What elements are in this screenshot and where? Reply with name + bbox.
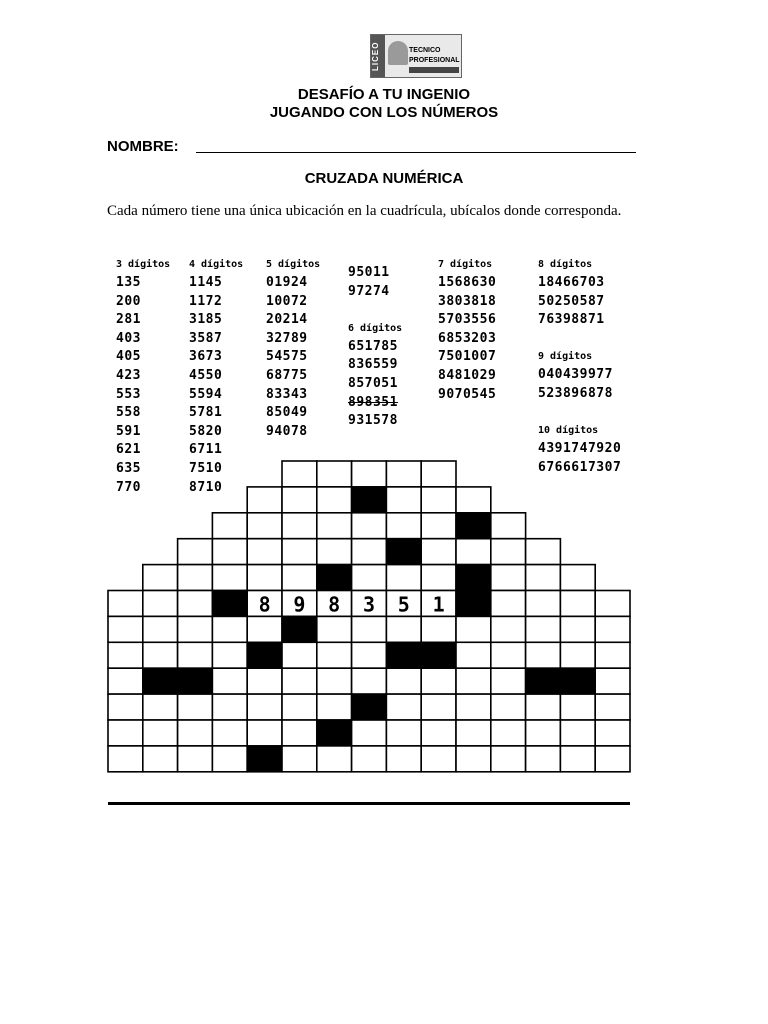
list-item: 3673 bbox=[189, 349, 223, 365]
grid-cell[interactable] bbox=[108, 668, 143, 694]
grid-cell[interactable] bbox=[456, 720, 491, 746]
grid-cell[interactable] bbox=[143, 720, 178, 746]
grid-cell[interactable] bbox=[491, 720, 526, 746]
list-item: 95011 bbox=[348, 265, 390, 280]
list-item: 6853203 bbox=[438, 330, 497, 346]
grid-cell[interactable] bbox=[491, 616, 526, 642]
grid-cell[interactable] bbox=[560, 565, 595, 591]
black-cell bbox=[247, 642, 282, 668]
list-item: 4391747920 bbox=[538, 441, 622, 457]
grid-cell[interactable] bbox=[247, 668, 282, 694]
grid-cell[interactable] bbox=[143, 565, 178, 591]
grid-cell[interactable] bbox=[143, 591, 178, 617]
list-item: 54575 bbox=[266, 349, 308, 365]
list-item: 5703556 bbox=[438, 312, 497, 328]
list-item: 857051 bbox=[348, 375, 398, 391]
grid-cell[interactable] bbox=[526, 642, 561, 668]
list-header: 6 dígitos bbox=[348, 322, 403, 334]
list-item: 770 bbox=[116, 479, 141, 495]
grid-cell[interactable] bbox=[143, 746, 178, 772]
grid-cell[interactable] bbox=[282, 461, 317, 487]
list-item: 97274 bbox=[348, 283, 390, 299]
list-item: 635 bbox=[116, 460, 141, 476]
grid-cell[interactable] bbox=[595, 642, 630, 668]
grid-cell[interactable] bbox=[352, 720, 387, 746]
list-item: 1568630 bbox=[438, 275, 497, 290]
grid-cell[interactable] bbox=[386, 694, 421, 720]
list-header: 7 dígitos bbox=[438, 259, 493, 270]
grid-cell[interactable] bbox=[352, 746, 387, 772]
grid-cell[interactable] bbox=[178, 720, 213, 746]
grid-cell[interactable] bbox=[526, 746, 561, 772]
grid-cell[interactable] bbox=[282, 513, 317, 539]
grid-cell[interactable] bbox=[491, 746, 526, 772]
black-cell bbox=[352, 487, 387, 513]
section-title: CRUZADA NUMÉRICA bbox=[304, 170, 464, 187]
list-item: 20214 bbox=[266, 312, 308, 328]
grid-cell[interactable] bbox=[247, 694, 282, 720]
black-cell bbox=[212, 591, 247, 617]
grid-cell[interactable] bbox=[212, 642, 247, 668]
grid-cell[interactable] bbox=[212, 668, 247, 694]
list-item: 6711 bbox=[189, 442, 223, 458]
grid-cell[interactable] bbox=[456, 487, 491, 513]
grid-cell[interactable] bbox=[386, 487, 421, 513]
grid-cell[interactable] bbox=[386, 668, 421, 694]
black-cell bbox=[456, 565, 491, 591]
list-item: 7510 bbox=[189, 460, 223, 476]
grid-cell[interactable] bbox=[282, 642, 317, 668]
prefilled-digit: 8 bbox=[258, 592, 271, 617]
grid-cell[interactable] bbox=[456, 642, 491, 668]
grid-cell[interactable] bbox=[526, 591, 561, 617]
grid-cell[interactable] bbox=[456, 616, 491, 642]
list-item-crossed: 898351 bbox=[348, 394, 398, 410]
logo-line1: TECNICO bbox=[409, 47, 441, 54]
grid-cell[interactable] bbox=[595, 746, 630, 772]
grid-cell[interactable] bbox=[352, 642, 387, 668]
black-cell bbox=[143, 668, 178, 694]
grid-cell[interactable] bbox=[352, 513, 387, 539]
grid-cell[interactable] bbox=[212, 746, 247, 772]
grid-cell[interactable] bbox=[526, 616, 561, 642]
list-item: 558 bbox=[116, 405, 141, 421]
grid-cell[interactable] bbox=[386, 720, 421, 746]
grid-cell[interactable] bbox=[282, 668, 317, 694]
grid-cell[interactable] bbox=[143, 616, 178, 642]
grid-cell[interactable] bbox=[247, 539, 282, 565]
grid-cell[interactable] bbox=[247, 513, 282, 539]
grid-cell[interactable] bbox=[317, 487, 352, 513]
grid-cell[interactable] bbox=[108, 746, 143, 772]
grid-cell[interactable] bbox=[178, 642, 213, 668]
prefilled-digit: 1 bbox=[432, 592, 445, 617]
grid-cell[interactable] bbox=[247, 487, 282, 513]
grid-cell[interactable] bbox=[108, 694, 143, 720]
black-cell bbox=[421, 642, 456, 668]
list-header: 4 dígitos bbox=[189, 259, 244, 270]
grid-cell[interactable] bbox=[212, 694, 247, 720]
grid-cell[interactable] bbox=[595, 591, 630, 617]
grid-cell[interactable] bbox=[526, 694, 561, 720]
list-item: 423 bbox=[116, 367, 141, 383]
list-header: 10 dígitos bbox=[538, 425, 599, 437]
grid-cell[interactable] bbox=[491, 565, 526, 591]
list-item: 3185 bbox=[189, 312, 223, 328]
grid-cell[interactable] bbox=[143, 694, 178, 720]
grid-cell[interactable] bbox=[317, 616, 352, 642]
prefilled-digit: 8 bbox=[328, 592, 341, 617]
grid-cell[interactable] bbox=[421, 746, 456, 772]
page-title-line1: DESAFÍO A TU INGENIO bbox=[297, 86, 471, 103]
list-item: 621 bbox=[116, 442, 141, 458]
grid-cell[interactable] bbox=[212, 565, 247, 591]
prefilled-digit: 5 bbox=[397, 592, 410, 617]
grid-cell[interactable] bbox=[560, 694, 595, 720]
grid-cell[interactable] bbox=[560, 746, 595, 772]
black-cell bbox=[282, 616, 317, 642]
grid-cell[interactable] bbox=[421, 694, 456, 720]
grid-base-line bbox=[108, 802, 630, 805]
grid-cell[interactable] bbox=[386, 616, 421, 642]
grid-cell[interactable] bbox=[108, 591, 143, 617]
list-item: 10072 bbox=[266, 293, 308, 309]
grid-cell[interactable] bbox=[421, 616, 456, 642]
grid-cell[interactable] bbox=[491, 642, 526, 668]
grid-cell[interactable] bbox=[421, 487, 456, 513]
black-cell bbox=[317, 565, 352, 591]
grid-cell[interactable] bbox=[491, 694, 526, 720]
grid-cell[interactable] bbox=[282, 720, 317, 746]
grid-cell[interactable] bbox=[595, 720, 630, 746]
grid-cell[interactable] bbox=[421, 539, 456, 565]
list-item: 3587 bbox=[189, 330, 223, 346]
list-item: 4550 bbox=[189, 367, 223, 383]
list-header: 9 dígitos bbox=[538, 351, 593, 363]
list-item: 94078 bbox=[266, 423, 308, 439]
grid-cell[interactable] bbox=[386, 513, 421, 539]
grid-cell[interactable] bbox=[386, 461, 421, 487]
grid-cell[interactable] bbox=[526, 565, 561, 591]
grid-cell[interactable] bbox=[421, 513, 456, 539]
list-item: 5820 bbox=[189, 423, 223, 439]
grid-cell[interactable] bbox=[386, 565, 421, 591]
list-item: 281 bbox=[116, 312, 141, 328]
list-item: 32789 bbox=[266, 330, 308, 346]
grid-cell[interactable] bbox=[178, 616, 213, 642]
list-header: 8 dígitos bbox=[538, 259, 593, 270]
list-item: 01924 bbox=[266, 275, 308, 290]
list-item: 50250587 bbox=[538, 293, 605, 309]
grid-cell[interactable] bbox=[282, 565, 317, 591]
grid-cell[interactable] bbox=[143, 642, 178, 668]
grid-cell[interactable] bbox=[212, 720, 247, 746]
grid-cell[interactable] bbox=[491, 668, 526, 694]
grid-cell[interactable] bbox=[352, 461, 387, 487]
grid-cell[interactable] bbox=[247, 565, 282, 591]
black-cell bbox=[560, 668, 595, 694]
grid-cell[interactable] bbox=[212, 513, 247, 539]
grid-cell[interactable] bbox=[317, 746, 352, 772]
grid-cell[interactable] bbox=[595, 694, 630, 720]
grid-cell[interactable] bbox=[282, 539, 317, 565]
black-cell bbox=[317, 720, 352, 746]
list-item: 553 bbox=[116, 386, 141, 402]
list-item: 040439977 bbox=[538, 367, 613, 383]
list-header: 5 dígitos bbox=[266, 259, 321, 270]
grid-cell[interactable] bbox=[352, 616, 387, 642]
list-item: 651785 bbox=[348, 338, 398, 354]
grid-cell[interactable] bbox=[526, 539, 561, 565]
grid-cell[interactable] bbox=[595, 616, 630, 642]
logo-side-text: LICEO bbox=[371, 35, 385, 77]
grid-cell[interactable] bbox=[317, 461, 352, 487]
grid-cell[interactable] bbox=[212, 616, 247, 642]
list-item: 18466703 bbox=[538, 275, 605, 290]
logo-line2: PROFESIONAL bbox=[409, 57, 460, 64]
list-item: 403 bbox=[116, 330, 141, 346]
grid-cell[interactable] bbox=[282, 694, 317, 720]
black-cell bbox=[526, 668, 561, 694]
list-item: 68775 bbox=[266, 367, 308, 383]
list-item: 836559 bbox=[348, 357, 398, 373]
black-cell bbox=[386, 539, 421, 565]
list-item: 931578 bbox=[348, 413, 398, 429]
grid-cell[interactable] bbox=[317, 539, 352, 565]
grid-cell[interactable] bbox=[421, 668, 456, 694]
grid-cell[interactable] bbox=[421, 461, 456, 487]
grid-cell[interactable] bbox=[560, 591, 595, 617]
grid-cell[interactable] bbox=[352, 668, 387, 694]
grid-cell[interactable] bbox=[317, 642, 352, 668]
prefilled-digit: 3 bbox=[362, 592, 376, 617]
list-item: 405 bbox=[116, 349, 141, 365]
list-item: 200 bbox=[116, 293, 141, 309]
list-item: 523896878 bbox=[538, 385, 613, 401]
grid-cell[interactable] bbox=[178, 694, 213, 720]
list-item: 591 bbox=[116, 423, 141, 439]
list-item: 76398871 bbox=[538, 312, 605, 328]
list-item: 83343 bbox=[266, 386, 308, 402]
list-item: 1145 bbox=[189, 275, 223, 290]
grid-cell[interactable] bbox=[560, 642, 595, 668]
grid-cell[interactable] bbox=[178, 746, 213, 772]
grid-cell[interactable] bbox=[352, 565, 387, 591]
grid-cell[interactable] bbox=[108, 642, 143, 668]
grid-cell[interactable] bbox=[421, 565, 456, 591]
black-cell bbox=[247, 746, 282, 772]
grid-cell[interactable] bbox=[247, 720, 282, 746]
prefilled-digit: 9 bbox=[293, 592, 306, 617]
black-cell bbox=[352, 694, 387, 720]
grid-cell[interactable] bbox=[560, 720, 595, 746]
grid-cell[interactable] bbox=[178, 539, 213, 565]
black-cell bbox=[178, 668, 213, 694]
list-item: 1172 bbox=[189, 293, 223, 309]
list-item: 6766617307 bbox=[538, 459, 622, 475]
list-item: 5594 bbox=[189, 386, 223, 402]
grid-cell[interactable] bbox=[247, 616, 282, 642]
list-item: 3803818 bbox=[438, 293, 497, 309]
grid-cell[interactable] bbox=[456, 746, 491, 772]
grid-cell[interactable] bbox=[491, 591, 526, 617]
grid-cell[interactable] bbox=[317, 668, 352, 694]
grid-cell[interactable] bbox=[352, 539, 387, 565]
grid-cell[interactable] bbox=[108, 720, 143, 746]
list-item: 8710 bbox=[189, 479, 223, 495]
list-item: 8481029 bbox=[438, 367, 497, 383]
grid-cell[interactable] bbox=[108, 616, 143, 642]
grid-cell[interactable] bbox=[526, 720, 561, 746]
grid-cell[interactable] bbox=[456, 694, 491, 720]
grid-cell[interactable] bbox=[456, 539, 491, 565]
grid-cell[interactable] bbox=[491, 513, 526, 539]
grid-cell[interactable] bbox=[317, 513, 352, 539]
grid-cell[interactable] bbox=[456, 668, 491, 694]
grid-cell[interactable] bbox=[178, 565, 213, 591]
list-header: 3 dígitos bbox=[116, 259, 171, 270]
grid-cell[interactable] bbox=[386, 746, 421, 772]
list-item: 85049 bbox=[266, 405, 308, 421]
grid-cell[interactable] bbox=[421, 720, 456, 746]
nombre-label: NOMBRE: bbox=[107, 138, 179, 155]
grid-cell[interactable] bbox=[491, 539, 526, 565]
grid-cell[interactable] bbox=[282, 487, 317, 513]
black-cell bbox=[456, 591, 491, 617]
list-item: 7501007 bbox=[438, 349, 497, 365]
grid-cell[interactable] bbox=[560, 616, 595, 642]
grid-cell[interactable] bbox=[317, 694, 352, 720]
black-cell bbox=[386, 642, 421, 668]
list-item: 135 bbox=[116, 275, 141, 290]
grid-cell[interactable] bbox=[595, 668, 630, 694]
page-title-line2: JUGANDO CON LOS NÚMEROS bbox=[269, 104, 499, 121]
instructions-text: Cada número tiene una única ubicación en la cuadrícula, ubícalos donde corresponda. bbox=[107, 203, 622, 219]
grid-cell[interactable] bbox=[178, 591, 213, 617]
list-item: 9070545 bbox=[438, 386, 497, 402]
black-cell bbox=[456, 513, 491, 539]
list-item: 5781 bbox=[189, 405, 223, 421]
grid-cell[interactable] bbox=[212, 539, 247, 565]
grid-cell[interactable] bbox=[282, 746, 317, 772]
